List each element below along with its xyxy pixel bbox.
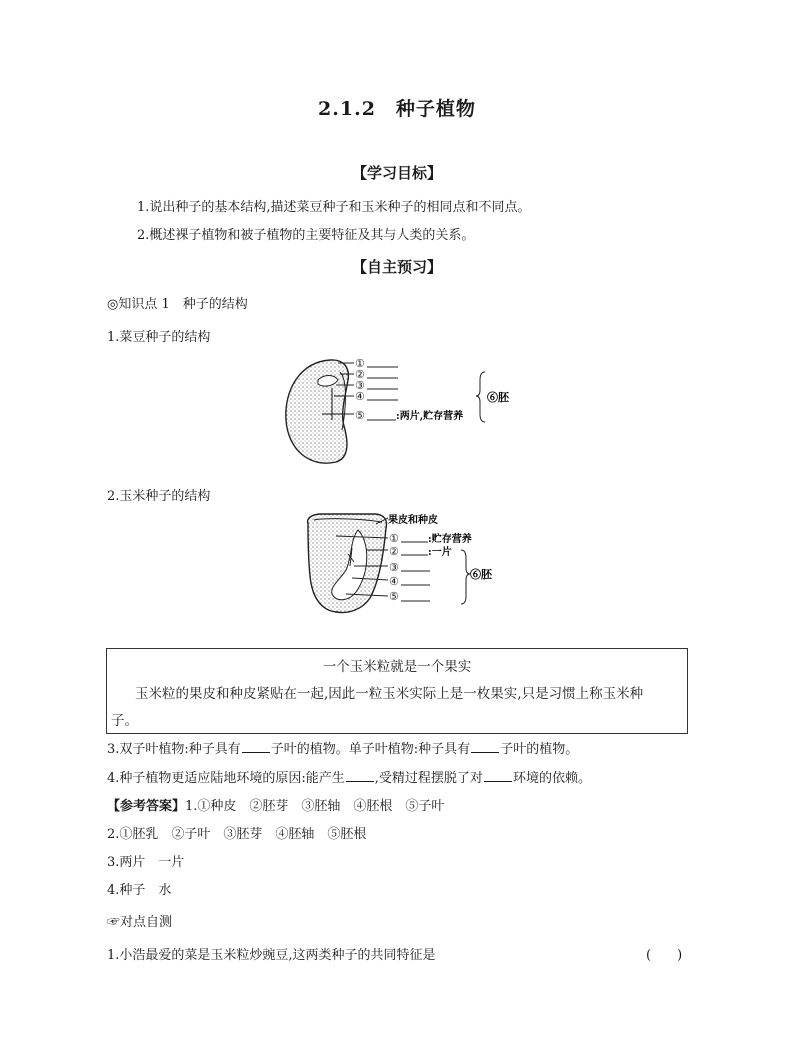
question-4 xyxy=(107,767,591,786)
bean-label-5: ⑤ xyxy=(355,409,365,422)
goal-item-1: 1.说出种子的基本结构,描述菜豆种子和玉米种子的相同点和不同点。 xyxy=(137,200,531,215)
bean-embryo-brace xyxy=(476,372,485,422)
question-3-blank-2 xyxy=(471,741,499,753)
bean-label-1: ① xyxy=(355,357,365,370)
question-1-answer-bracket: ( ) xyxy=(646,948,683,963)
corn-top-label: 果皮和种皮 xyxy=(388,515,438,526)
corn-label-4: ④ xyxy=(389,575,399,588)
question-4-part-1: 4.种子植物更适应陆地环境的原因:能产生 xyxy=(107,771,345,786)
corn-label-5: ⑤ xyxy=(389,590,399,603)
section-heading-goals: 【学习目标】 xyxy=(351,164,442,182)
question-3 xyxy=(107,738,578,757)
page-title: 2.1.2 种子植物 xyxy=(318,98,476,120)
bean-label-3: ③ xyxy=(355,379,365,392)
corn-seed-heading: 2.玉米种子的结构 xyxy=(107,489,211,504)
answer-3: 3.两片 一片 xyxy=(107,855,185,870)
bean-label-5-note: :两片,贮存营养 xyxy=(396,411,464,422)
answer-line-1 xyxy=(107,795,444,814)
answer-1: 1.①种皮 ②胚芽 ③胚轴 ④胚根 ⑤子叶 xyxy=(185,799,445,814)
bean-seed-heading: 1.菜豆种子的结构 xyxy=(107,330,211,345)
question-3-part-1: 3.双子叶植物:种子具有 xyxy=(107,742,241,757)
question-1: 1.小浩最爱的菜是玉米粒炒豌豆,这两类种子的共同特征是 xyxy=(107,948,436,963)
question-3-part-3: 子叶的植物。 xyxy=(500,742,579,757)
corn-label-2: ② xyxy=(389,545,399,558)
info-box-heading: 一个玉米粒就是一个果实 xyxy=(322,659,472,675)
corn-label-2-note: :一片 xyxy=(428,547,452,558)
bean-seed-diagram xyxy=(270,350,530,475)
bean-label-2: ② xyxy=(355,368,365,381)
corn-label-3: ③ xyxy=(389,561,399,574)
question-4-blank-2 xyxy=(484,770,512,782)
answer-2: 2.①胚乳 ②子叶 ③胚芽 ④胚轴 ⑤胚根 xyxy=(107,827,367,842)
bean-seed-outline xyxy=(286,360,349,463)
question-3-blank-1 xyxy=(242,741,270,753)
corn-embryo-brace xyxy=(461,550,470,604)
corn-embryo-label: ⑥胚 xyxy=(470,568,492,581)
answer-4: 4.种子 水 xyxy=(107,883,172,898)
corn-seed-diagram xyxy=(296,510,506,615)
bean-label-4: ④ xyxy=(355,390,365,403)
question-4-part-3: 环境的依赖。 xyxy=(512,771,591,786)
info-box-line-2: 子。 xyxy=(111,713,138,729)
section-heading-preview: 【自主预习】 xyxy=(351,258,442,276)
question-4-blank-1 xyxy=(346,770,374,782)
corn-label-1: ① xyxy=(389,532,399,545)
info-box xyxy=(106,648,688,734)
question-4-part-2: ,受精过程摆脱了对 xyxy=(374,771,483,786)
goal-item-2: 2.概述裸子植物和被子植物的主要特征及其与人类的关系。 xyxy=(137,228,475,243)
info-box-line-1: 玉米粒的果皮和种皮紧贴在一起,因此一粒玉米实际上是一枚果实,只是习惯上称玉米种 xyxy=(135,686,644,702)
bean-embryo-label: ⑥胚 xyxy=(487,391,509,404)
question-3-part-2: 子叶的植物。单子叶植物:种子具有 xyxy=(270,742,471,757)
knowledge-point-heading: ◎知识点 1 种子的结构 xyxy=(107,297,248,312)
self-test-heading: ☞对点自测 xyxy=(107,915,173,930)
answer-label: 【参考答案】 xyxy=(107,799,186,814)
corn-label-1-note: :贮存营养 xyxy=(428,534,472,545)
